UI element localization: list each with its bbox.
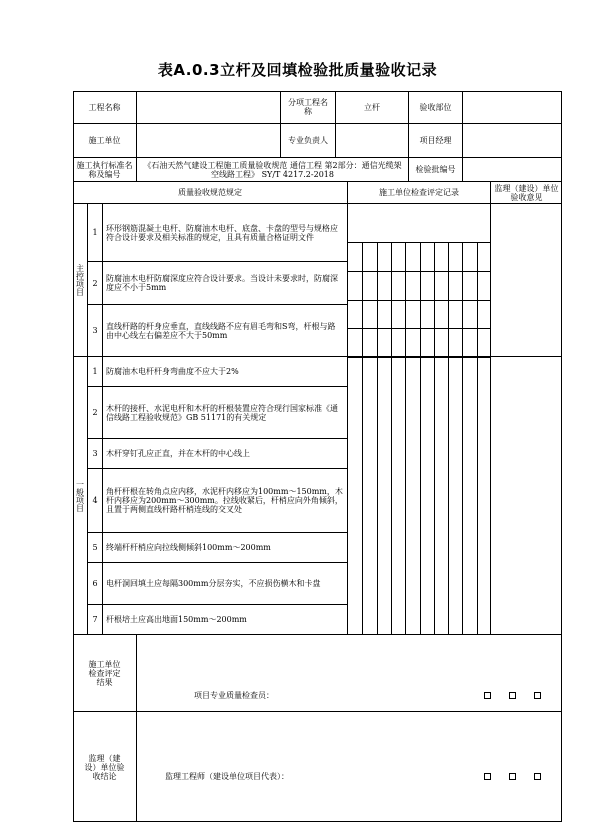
row-number: 5 (88, 533, 103, 563)
project-name-label: 工程名称 (73, 91, 137, 124)
grid-row-line (348, 271, 491, 272)
grid-row-line (348, 357, 491, 358)
grid-column-line (377, 357, 378, 635)
spec-text: 环形钢筋混凝土电杆、防腐油木电杆、底盘、卡盘的型号与规格应符合设计要求及相关标准的规定，且具有质量合格证明文件 (103, 204, 348, 262)
grid-column-line (405, 357, 406, 635)
supervision-column-header: 监理（建设）单位验收意见 (491, 182, 562, 204)
supervision-conclusion-area[interactable] (137, 712, 562, 822)
year-box[interactable] (484, 773, 491, 780)
standard-value: 《石油天然气建设工程施工质量验收规范 通信工程 第2部分：通信光缆架空线路工程》 SY/T 4217.2-2018 (137, 158, 409, 182)
supervision-conclusion-label: 监理（建设）单位验收结论 (73, 712, 137, 822)
page-title: 表A.0.3立杆及回填检验批质量验收记录 (157, 61, 438, 79)
spec-text: 防腐油木电杆杆身弯曲度不应大于2% (103, 357, 348, 387)
spec-text: 木杆的接杆、水泥电杆和木杆的杆根装置应符合现行国家标准《通信线路工程验收规范》GB 51171的有关规定 (103, 387, 348, 439)
sub-project-value: 立杆 (336, 91, 409, 124)
main-items-label (73, 204, 88, 357)
spec-text: 杆根培土应高出地面150mm～200mm (103, 605, 348, 635)
grid-column-line (477, 357, 478, 635)
check-column-header: 施工单位检查评定记录 (348, 182, 491, 204)
row-number: 6 (88, 563, 103, 605)
day-box[interactable] (534, 773, 541, 780)
day-box[interactable] (534, 692, 541, 699)
spec-column-header: 质量验收规范规定 (73, 182, 348, 204)
inspection-form (73, 91, 562, 822)
year-box[interactable] (484, 692, 491, 699)
batch-number-field[interactable] (463, 158, 562, 182)
date-boxes (475, 771, 550, 780)
project-manager-field[interactable] (463, 124, 562, 158)
spec-text: 角杆杆根在转角点应内移，水泥杆内移应为100mm～150mm，木杆内移应为200mm～300mm。拉线收紧后，杆梢应向外角倾斜，且置于两侧直线杆路杆梢连线的交叉处 (103, 469, 348, 533)
month-box[interactable] (509, 692, 516, 699)
professional-lead-field[interactable] (336, 124, 409, 158)
construction-result-label: 施工单位检查评定结果 (73, 635, 137, 712)
engineer-label: 监理工程师（建设单位项目代表）： (165, 772, 289, 781)
general-items-text: 一般项目 (75, 479, 85, 512)
acceptance-part-field[interactable] (463, 91, 562, 124)
row-number: 7 (88, 605, 103, 635)
row-number: 4 (88, 469, 103, 533)
grid-row-line (348, 242, 491, 243)
standard-label: 施工执行标准名称及编号 (73, 158, 137, 182)
supervision-opinion-general[interactable] (491, 357, 562, 635)
row-number: 1 (88, 357, 103, 387)
row-number: 2 (88, 262, 103, 305)
grid-column-line (391, 357, 392, 635)
grid-column-line (362, 357, 363, 635)
sub-project-label: 分项工程名称 (281, 91, 336, 124)
project-name-field[interactable] (137, 91, 281, 124)
month-box[interactable] (509, 773, 516, 780)
date-boxes (475, 690, 550, 699)
inspector-label: 项目专业质量检查员： (194, 691, 274, 700)
grid-column-line (434, 357, 435, 635)
spec-text: 直线杆路的杆身应垂直，直线线路不应有眉毛弯和S弯，杆根与路由中心线左右偏差应不大于50mm (103, 305, 348, 357)
main-items-text: 主控项目 (75, 264, 85, 296)
grid-column-line (448, 357, 449, 635)
check-grid-main[interactable] (348, 204, 491, 357)
professional-lead-label: 专业负责人 (281, 124, 336, 158)
row-number: 3 (88, 305, 103, 357)
supervision-opinion-main[interactable] (491, 204, 562, 357)
grid-row-line (348, 300, 491, 301)
row-number: 1 (88, 204, 103, 262)
project-manager-label: 项目经理 (409, 124, 463, 158)
general-items-label (73, 357, 88, 635)
grid-column-line (420, 357, 421, 635)
construction-unit-label: 施工单位 (73, 124, 137, 158)
construction-result-area[interactable] (137, 635, 562, 712)
row-number: 2 (88, 387, 103, 439)
row-number: 3 (88, 439, 103, 469)
construction-unit-field[interactable] (137, 124, 281, 158)
spec-text: 木杆穿钉孔应正直，并在木杆的中心线上 (103, 439, 348, 469)
grid-column-line (462, 357, 463, 635)
spec-text: 终端杆杆梢应向拉线侧倾斜100mm～200mm (103, 533, 348, 563)
spec-text: 防腐油木电杆防腐深度应符合设计要求。当设计未要求时，防腐深度应不小于5mm (103, 262, 348, 305)
spec-text: 电杆洞回填土应每隔300mm分层夯实，不应损伤横木和卡盘 (103, 563, 348, 605)
batch-number-label: 检验批编号 (409, 158, 463, 182)
grid-row-line (348, 328, 491, 329)
acceptance-part-label: 验收部位 (409, 91, 463, 124)
check-grid-general[interactable] (348, 357, 491, 635)
